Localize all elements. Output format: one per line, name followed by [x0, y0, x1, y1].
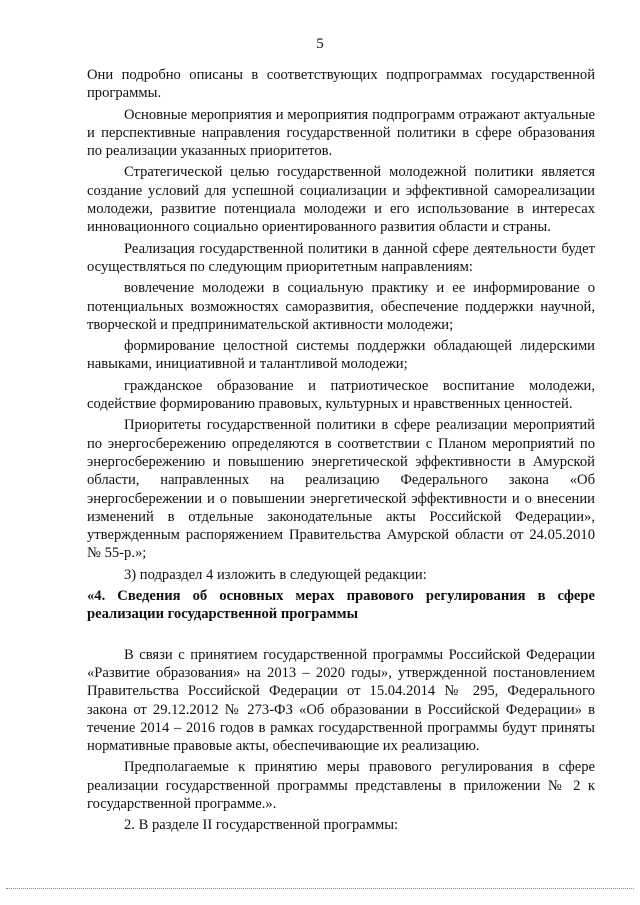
paragraph: Они подробно описаны в соответствующих подпрограммах государственной программы.	[87, 67, 595, 102]
paragraph: Реализация государственной политики в данной сфере деятельности будет осуществляться по следующим приоритетным направлениям:	[87, 240, 595, 275]
page-number: 5	[316, 36, 324, 52]
paragraph: Предполагаемые к принятию меры правового регулирования в сфере реализации государственной программы представлены в приложении № 2 к государственной программе.».	[87, 759, 595, 812]
paragraph: 2. В разделе II государственной программы:	[124, 817, 399, 834]
paragraph: гражданское образование и патриотическое воспитание молодежи, содействие формированию правовых, культурных и нравственных ценностей.	[87, 377, 595, 413]
paragraph: 3) подраздел 4 изложить в следующей редакции:	[124, 566, 427, 583]
paragraph: Основные мероприятия и мероприятия подпрограмм отражают актуальные и перспективные направления государственной политики в сфере образования по реализации указанных приоритетов.	[87, 106, 595, 160]
scan-edge-divider	[6, 888, 634, 889]
paragraph: формирование целостной системы поддержки обладающей лидерскими навыками, инициативной и талантливой молодежи;	[87, 338, 595, 373]
document-body	[87, 66, 595, 838]
paragraph: В связи с принятием государственной программы Российской Федерации «Развитие образования» на 2013 – 2020 годы», утвержденной постановлением Правительства Российской Федерации от 15.04.2014 № 295, Федерального закона от 29.12.2012 № 273-ФЗ «Об образовании в Российской Федерации» в течение 2014 – 2016 годов в рамках государственной программы будут приняты нормативные правовые акты, обеспечивающие их реализацию.	[87, 646, 595, 755]
paragraph: вовлечение молодежи в социальную практику и ее информирование о потенциальных возможностях саморазвития, обеспечение поддержки научной, творческой и предпринимательской активности молодежи;	[87, 280, 595, 333]
paragraph: Стратегической целью государственной молодежной политики является создание условий для успешной социализации и эффективной самореализации молодежи, развитие потенциала молодежи и его использование в интересах инновационного социально ориентированного развития области и страны.	[87, 164, 595, 236]
section-heading: «4. Сведения об основных мерах правового регулирования в сфере реализации государственной программы	[87, 588, 595, 623]
paragraph: Приоритеты государственной политики в сфере реализации мероприятий по энергосбережению определяются в соответствии с Планом мероприятий по энергосбережению и повышению энергетической эффективности в Амурской области, направленных на реализацию Федерального закона «Об энергосбережении и о повышении энергетической эффективности и о внесении изменений в отдельные законодательные акты Российской Федерации», утвержденным распоряжением Правительства Амурской области от 24.05.2010 № 55-р.»;	[87, 417, 595, 562]
